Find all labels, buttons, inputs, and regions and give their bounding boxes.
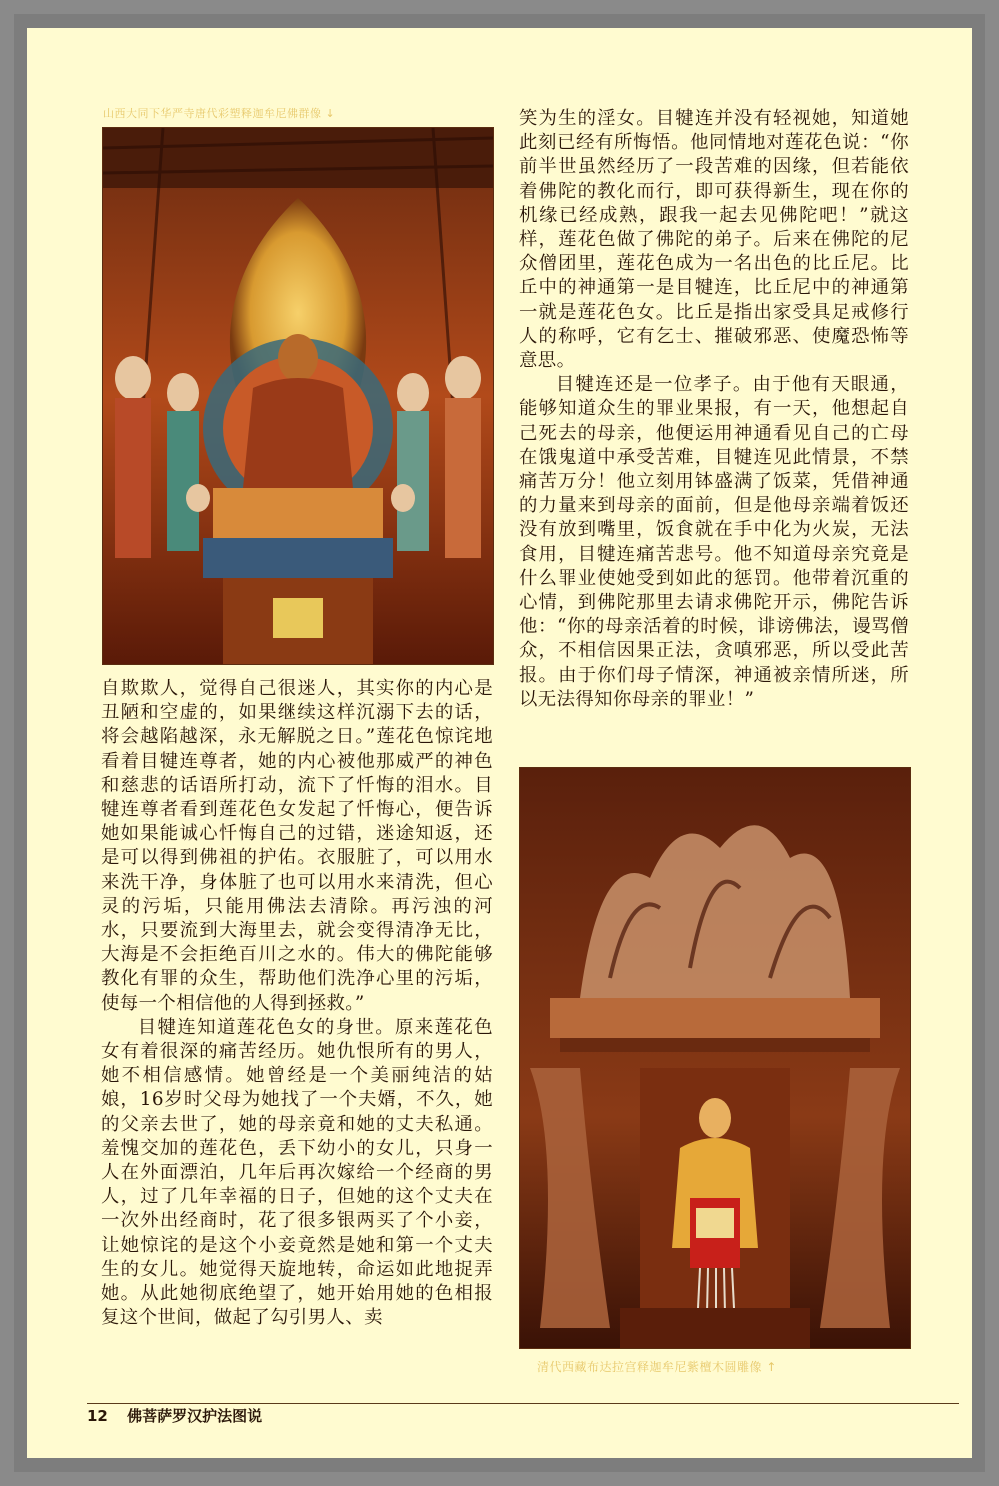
photo-caption-bottom: 清代西藏布达拉宫释迦牟尼紫檀木圆雕像 ↑ <box>537 1360 777 1374</box>
left-text-column <box>101 677 493 1330</box>
right-text-column <box>519 107 909 712</box>
sandalwood-buddha-shrine-photo <box>519 767 911 1349</box>
paragraph: 笑为生的淫女。目犍连并没有轻视她，知道她此刻已经有所悔悟。他同情地对莲花色说：“你前半世虽然经历了一段苦难的因缘，但若能依着佛陀的教化而行，即可获得新生，现在你的机缘已经成熟，跟我一起去见佛陀吧！”就这样，莲花色做了佛陀的弟子。后来在佛陀的尼众僧团里，莲花色成为一名出色的比丘尼。比丘中的神通第一是目犍连，比丘尼中的神通第一就是莲花色女。比丘是指出家受具足戒修行人的称呼，它有乞士、摧破邪恶、使魔恐怖等意思。 <box>519 108 909 372</box>
book-title: 佛菩萨罗汉护法图说 <box>127 1407 263 1425</box>
paragraph: 自欺欺人，觉得自己很迷人，其实你的内心是丑陋和空虚的，如果继续这样沉溺下去的话，将会越陷越深，永无解脱之日。”莲花色惊诧地看着目犍连尊者，她的内心被他那威严的神色和慈悲的话语所打动，流下了忏悔的泪水。目犍连尊者看到莲花色女发起了忏悔心，便告诉她如果能诚心忏悔自己的过错，迷途知返，还是可以得到佛祖的护佑。衣服脏了，可以用水来洗干净，身体脏了也可以用水来清洗，但心灵的污垢，只能用佛法去清除。再污浊的河水，只要流到大海里去，就会变得清净无比，大海是不会拒绝百川之水的。伟大的佛陀能够教化有罪的众生，帮助他们洗净心里的污垢，使每一个相信他的人得到拯救。” <box>101 678 493 1014</box>
paragraph: 目犍连知道莲花色女的身世。原来莲花色女有着很深的痛苦经历。她仇恨所有的男人，她不相信感情。她曾经是一个美丽纯洁的姑娘，16岁时父母为她找了一个夫婿，不久，她的父亲去世了，她的母亲竟和她的丈夫私通。羞愧交加的莲花色，丢下幼小的女儿，只身一人在外面漂泊，几年后再次嫁给一个经商的男人，过了几年幸福的日子，但她的这个丈夫在一次外出经商时，花了很多银两买了个小妾，让她惊诧的是这个小妾竟然是她和第一个丈夫生的女儿。她觉得天旋地转，命运如此地捉弄她。从此她彻底绝望了，她开始用她的色相报复这个世间，做起了勾引男人、卖 <box>101 1016 493 1329</box>
paragraph: 目犍连还是一位孝子。由于他有天眼通，能够知道众生的罪业果报，有一天，他想起自己死去的母亲，他便运用神通看见自己的亡母在饿鬼道中承受苦难，目犍连见此情景，不禁痛苦万分！他立刻用钵盛满了饭菜，凭借神通的力量来到母亲的面前，但是他母亲端着饭还没有放到嘴里，饭食就在手中化为火炭，无法食用，目犍连痛苦悲号。他不知道母亲究竟是什么罪业使她受到如此的惩罚。他带着沉重的心情，到佛陀那里去请求佛陀开示，佛陀告诉他：“你的母亲活着的时候，诽谤佛法，谩骂僧众，不相信因果正法，贪嗔邪恶，所以受此苦报。由于你们母子情深，神通被亲情所迷，所以无法得知你母亲的罪业！” <box>519 374 909 710</box>
page-number: 12 <box>87 1407 108 1425</box>
page-footer <box>87 1403 959 1426</box>
photo-caption-top: 山西大同下华严寺唐代彩塑释迦牟尼佛群像 ↓ <box>103 107 336 120</box>
buddha-statue-group-photo <box>102 127 494 665</box>
